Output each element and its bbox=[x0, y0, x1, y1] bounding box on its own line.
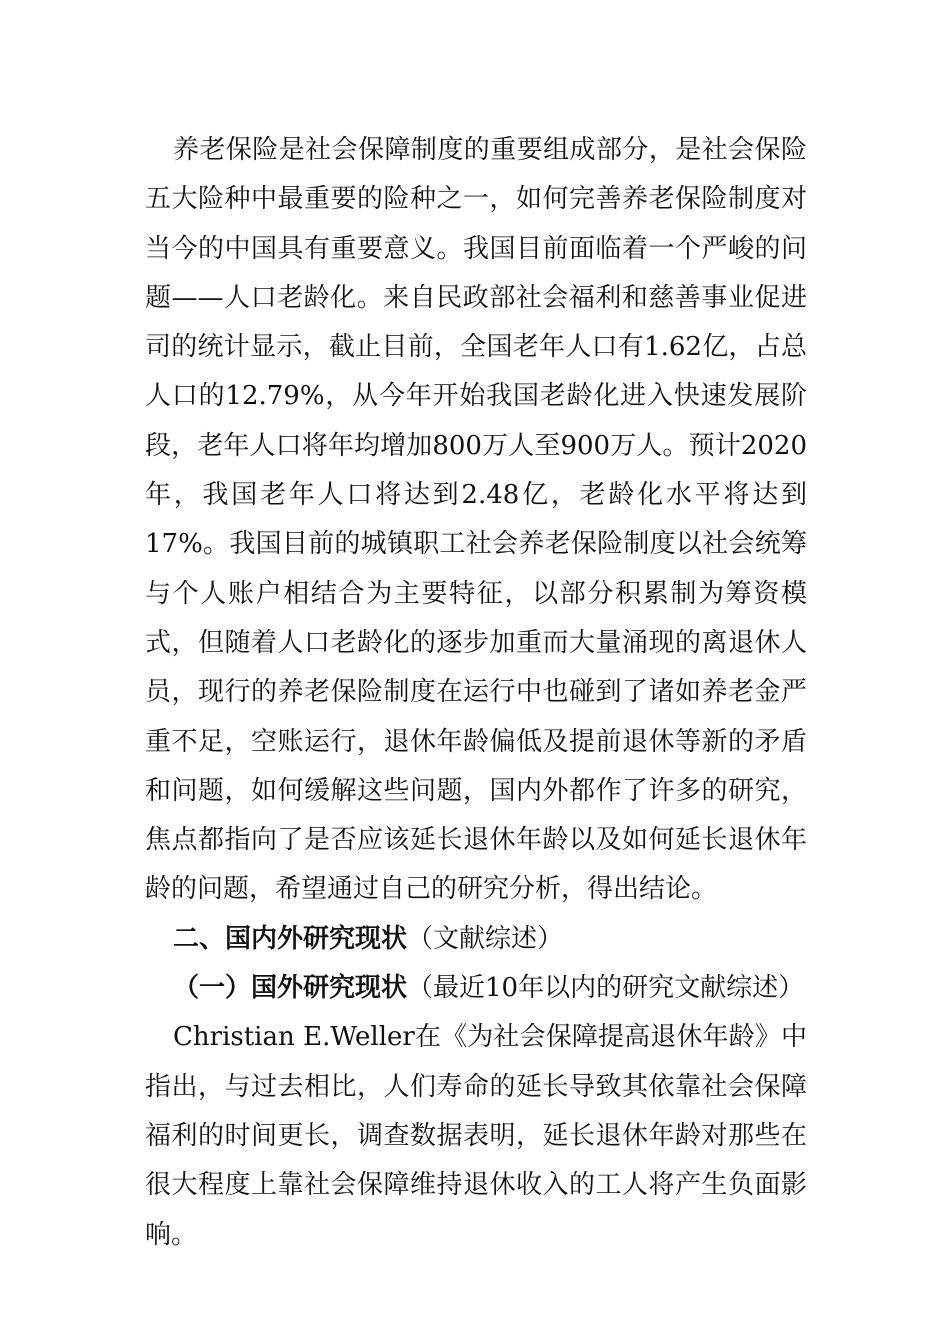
section-heading-title: 二、国内外研究现状 bbox=[173, 923, 408, 954]
document-page bbox=[145, 126, 807, 1260]
subsection-heading-title: （一）国外研究现状 bbox=[173, 973, 408, 1004]
section-heading-research-status bbox=[145, 915, 807, 964]
body-paragraph-weller: Christian E.Weller在《为社会保障提高退休年龄》中指出，与过去相比，人们寿命的延长导致其依靠社会保障福利的时间更长，调查数据表明，延长退休年龄对那些在很大程度上靠社会保障维持退休收入的工人将产生负面影响。 bbox=[145, 1022, 807, 1250]
body-paragraph-intro: 养老保险是社会保障制度的重要组成部分，是社会保险五大险种中最重要的险种之一，如何完善养老保险制度对当今的中国具有重要意义。我国目前面临着一个严峻的问题——人口老龄化。来自民政部社会福利和慈善事业促进司的统计显示，截止目前，全国老年人口有1.62亿，占总人口的12.79%，从今年开始我国老龄化进入快速发展阶段，老年人口将年均增加800万人至900万人。预计2020年，我国老年人口将达到2.48亿，老龄化水平将达到17%。我国目前的城镇职工社会养老保险制度以社会统筹与个人账户相结合为主要特征，以部分积累制为筹资模式，但随着人口老龄化的逐步加重而大量涌现的离退休人员，现行的养老保险制度在运行中也碰到了诸如养老金严重不足，空账运行，退休年龄偏低及提前退休等新的矛盾和问题，如何缓解这些问题，国内外都作了许多的研究，焦点都指向了是否应该延长退休年龄以及如何延长退休年龄的问题，希望通过自己的研究分析，得出结论。 bbox=[145, 135, 807, 905]
subsection-heading-foreign-research bbox=[145, 964, 807, 1013]
section-heading-note: （文献综述） bbox=[407, 923, 564, 954]
subsection-heading-note: （最近10年以内的研究文献综述） bbox=[407, 973, 805, 1004]
